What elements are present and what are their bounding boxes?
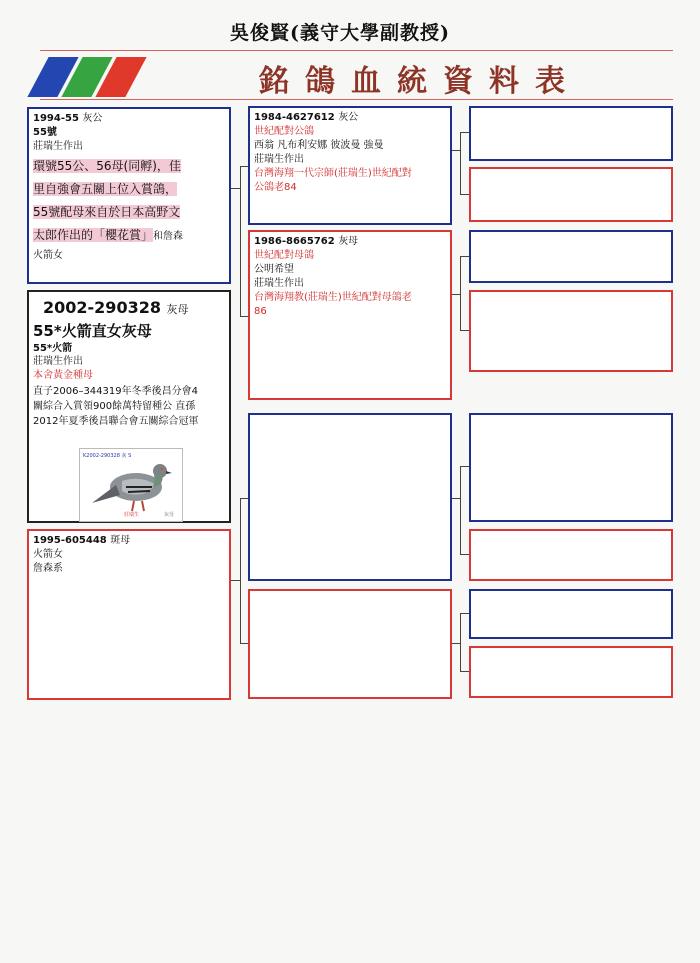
ggp-box-7 xyxy=(469,589,673,639)
grandsire-box xyxy=(248,106,452,225)
subject-note-3: 2012年夏季後昌聯合會五關綜合冠軍 xyxy=(33,416,199,427)
subject-name: 55*火箭直女灰母 xyxy=(33,322,152,340)
sire-box xyxy=(27,107,231,284)
connector-g1-v xyxy=(460,132,461,194)
subject-ring: 2002-290328 xyxy=(43,298,161,317)
grandsire-red-1: 台灣海翔一代宗師(莊瑞生)世紀配對 xyxy=(254,168,412,179)
dam-ring: 1995-605448 xyxy=(33,535,107,546)
granddam-line-1: 公明希望 xyxy=(254,264,294,275)
header-rule-top xyxy=(40,50,673,51)
grandsire-dam-side-box xyxy=(248,413,452,581)
granddam-ring-line xyxy=(254,235,446,248)
sire-comment-line2: 里自強會五關上位入賞鴿， xyxy=(33,182,178,196)
subject-breeder: 莊瑞生作出 xyxy=(33,356,83,367)
granddam-ring: 1986-8665762 xyxy=(254,236,335,247)
header-rule-bottom xyxy=(40,99,673,100)
connector-dam-h xyxy=(230,580,240,581)
sire-comment-line5: 火箭女 xyxy=(33,250,63,261)
sire-color-sex: 灰公 xyxy=(82,113,103,124)
granddam-box xyxy=(248,230,452,400)
ggp-box-5 xyxy=(469,413,673,522)
dam-box xyxy=(27,529,231,700)
connector-sire-v xyxy=(240,166,241,316)
granddam-color-sex: 灰母 xyxy=(338,236,359,247)
photo-caption: K2002-290328 灰 S xyxy=(83,453,132,459)
connector-g3-h xyxy=(451,498,460,499)
page-title: 銘鴿血統資料表 xyxy=(259,64,581,99)
granddam-red-1: 台灣海翔教(莊瑞生)世紀配對母鴿老 xyxy=(254,292,412,303)
subject-note-1: 直子2006–344319年冬季後昌分會4 xyxy=(33,386,198,397)
sire-comment xyxy=(33,155,225,264)
grandsire-breeder: 莊瑞生作出 xyxy=(254,154,304,165)
owner-name: 吳俊賢(義守大學副教授) xyxy=(230,22,450,44)
ggp-box-2 xyxy=(469,167,673,222)
pigeon-image xyxy=(86,457,178,517)
sire-ring-line xyxy=(33,112,225,125)
sire-comment-line3: 55號配母來自於日本高野文 xyxy=(33,205,181,219)
sire-breeder: 莊瑞生作出 xyxy=(33,141,83,152)
ggp-box-4 xyxy=(469,290,673,372)
dam-color-sex: 斑母 xyxy=(110,535,131,546)
subject-highlight: 本舍黃金種母 xyxy=(33,370,93,381)
ggp-box-8 xyxy=(469,646,673,698)
connector-g4-h xyxy=(451,643,460,644)
photo-logo: 莊瑞生 xyxy=(124,512,140,518)
subject-ring-line xyxy=(43,298,189,317)
dam-line-1: 火箭女 xyxy=(33,549,63,560)
granddam-dam-side-box xyxy=(248,589,452,699)
connector-g2-h xyxy=(451,294,460,295)
subject-box xyxy=(27,290,231,523)
connector-g1-h xyxy=(451,150,460,151)
sire-ring: 1994-55 xyxy=(33,113,79,124)
sire-comment-line1: 環號55公、56母(同孵)，佳 xyxy=(33,159,181,173)
connector-dam-v xyxy=(240,498,241,643)
subject-father-note: 55*火箭 xyxy=(33,343,73,354)
grandsire-ring: 1984-4627612 xyxy=(254,112,335,123)
grandsire-ring-line xyxy=(254,111,446,124)
grandsire-line-1: 西翁 凡布利安娜 彼波曼 強曼 xyxy=(254,140,384,151)
connector-g4-v xyxy=(460,613,461,671)
dam-ring-line xyxy=(33,534,225,547)
dam-line-2: 詹森系 xyxy=(33,563,63,574)
connector-g2-v xyxy=(460,256,461,330)
connector-g3-v xyxy=(460,466,461,554)
grandsire-red-2: 公鴿老84 xyxy=(254,182,297,193)
grandsire-title: 世紀配對公鴿 xyxy=(254,126,314,137)
connector-sire-h xyxy=(230,188,240,189)
ggp-box-6 xyxy=(469,529,673,581)
pigeon-photo xyxy=(79,448,183,522)
subject-note-2: 關綜合入賞領900餘萬特留種公 直孫 xyxy=(33,401,196,412)
ggp-box-3 xyxy=(469,230,673,283)
subject-color-sex: 灰母 xyxy=(166,303,189,316)
grandsire-color-sex: 灰公 xyxy=(338,112,359,123)
ggp-box-1 xyxy=(469,106,673,161)
granddam-breeder: 莊瑞生作出 xyxy=(254,278,304,289)
sire-comment-line4: 太郎作出的「櫻花賞」和詹森 xyxy=(33,228,184,242)
sire-name: 55號 xyxy=(33,127,57,138)
granddam-title: 世紀配對母鴿 xyxy=(254,250,314,261)
granddam-red-2: 86 xyxy=(254,306,267,317)
photo-mark: 灰母 xyxy=(163,512,174,518)
